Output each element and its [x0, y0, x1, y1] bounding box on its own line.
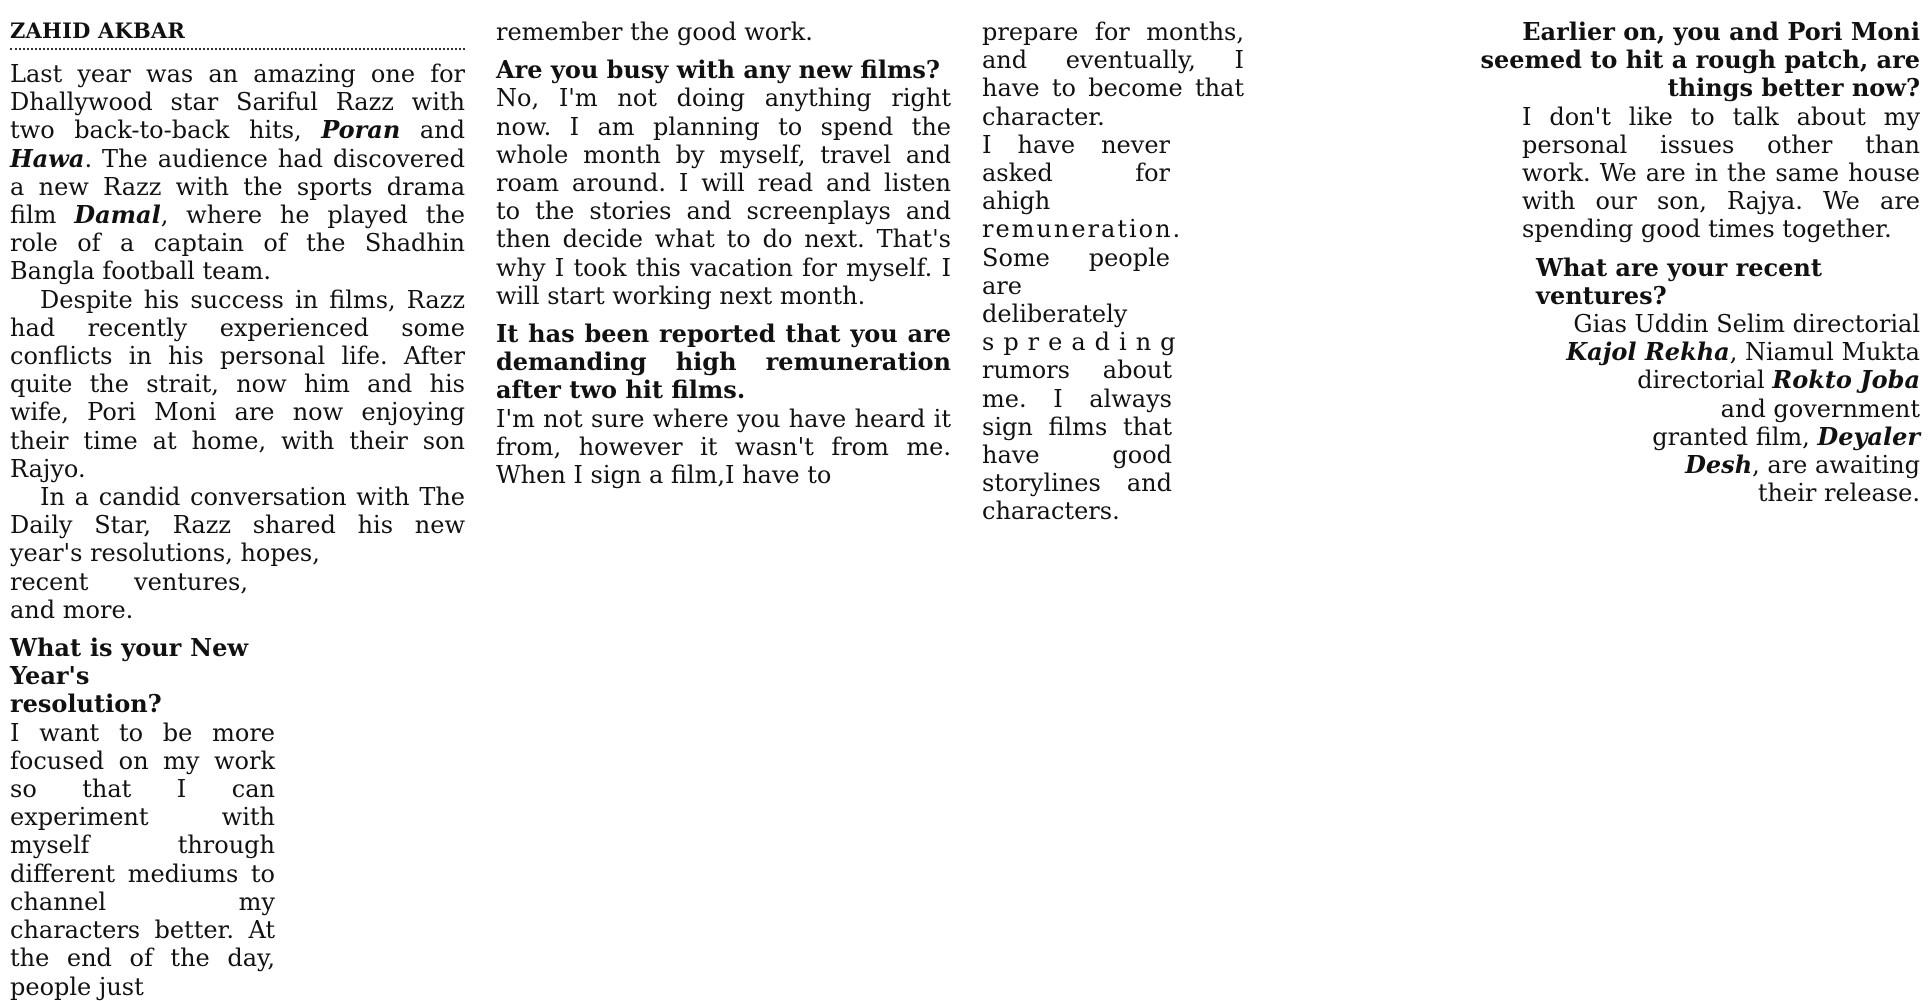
question-heading: Are you busy with any new films? — [496, 55, 940, 85]
answer-paragraph: I have never asked for ahigh — [982, 130, 1170, 216]
film-title: Rokto Joba — [1772, 365, 1920, 395]
byline: ZAHID AKBAR — [10, 18, 465, 50]
article-column-2 — [496, 18, 951, 489]
answer-paragraph: prepare for months, and eventually, I have to become that character. — [982, 18, 1244, 131]
answer-paragraph: I don't like to talk about my personal issues other than work. We are in the same house with our son, Rajya. We are spending good times together. — [1522, 102, 1920, 244]
film-title: Damal — [74, 200, 161, 230]
question-heading: What are your recent ventures? — [1536, 252, 1822, 310]
article-column-1 — [10, 18, 465, 1001]
film-title: Kajol Rekha — [1566, 337, 1730, 367]
film-title: Desh — [1685, 450, 1753, 480]
film-title: Hawa — [10, 143, 85, 173]
intro-paragraph-1 — [10, 60, 465, 286]
answer-paragraph: spreading — [982, 328, 1185, 357]
answer-paragraph: I want to be more focused on my work so that I can experiment with myself through different mediums to channel my characters better. At the end of the day, people just — [10, 718, 275, 1001]
answer-text: directorial — [1637, 366, 1773, 395]
answer-paragraph: remuneration. — [982, 215, 1183, 244]
answer-line — [1542, 423, 1920, 451]
intro-paragraph-3: In a candid conversation with The Daily Star, Razz shared his new year's resolutions, hopes, — [10, 483, 465, 568]
answer-line: and government — [1720, 394, 1920, 423]
intro-text: and — [400, 116, 465, 145]
answer-line — [1542, 338, 1920, 366]
film-title: Poran — [321, 115, 401, 145]
answer-text: , Niamul Mukta — [1729, 338, 1920, 367]
answer-text: granted film, — [1652, 422, 1818, 451]
intro-paragraph-3-continued: recent ventures, and more. — [10, 567, 248, 624]
answer-paragraph: No, I'm not doing anything right now. I am planning to spend the whole month by myself, travel and roam around. I will read and listen to the stories and screenplays and then decide what to do next. That's why I took this vacation for myself. I will start working next month. — [496, 84, 951, 310]
answer-paragraph: I'm not sure where you have heard it from, however it wasn't from me. When I sign a film,I have to — [496, 404, 951, 490]
intro-text: Last year was an amazing one for Dhallywood star Sariful Razz with two back-to-back hits, — [10, 60, 465, 145]
answer-paragraph — [1542, 310, 1920, 507]
film-title: Deyaler — [1817, 421, 1920, 451]
intro-text: , where he played the role of a captain of the Shadhin Bangla football team. — [10, 201, 465, 286]
answer-paragraph: Some people are deliberately — [982, 243, 1170, 329]
article-column-3 — [982, 18, 1252, 526]
question-heading: Earlier on, you and Pori Moni seemed to hit a rough patch, are things better now? — [1480, 17, 1920, 103]
intro-paragraph-2: Despite his success in films, Razz had recently experienced some conflicts in his personal life. After quite the strait, now him and his wife, Pori Moni are now enjoying their time at home, with their son Rajyo. — [10, 285, 465, 483]
answer-line — [1542, 451, 1920, 479]
article-column-4 — [1480, 18, 1920, 507]
intro-text: . The audience had discovered a new Razz with the sports drama film — [10, 144, 465, 230]
answer-paragraph: rumors about me. I always sign films that have good storylines and characters. — [982, 356, 1172, 526]
question-heading: What is your New Year's resolution? — [10, 633, 248, 719]
answer-line: their release. — [1757, 479, 1920, 508]
answer-text: , are awaiting — [1752, 451, 1920, 480]
answer-line — [1542, 366, 1920, 394]
answer-paragraph: remember the good work. — [496, 18, 813, 46]
answer-line: Gias Uddin Selim directorial — [1573, 310, 1920, 339]
question-heading: It has been reported that you are demanding high remuneration after two hit films. — [496, 319, 951, 405]
